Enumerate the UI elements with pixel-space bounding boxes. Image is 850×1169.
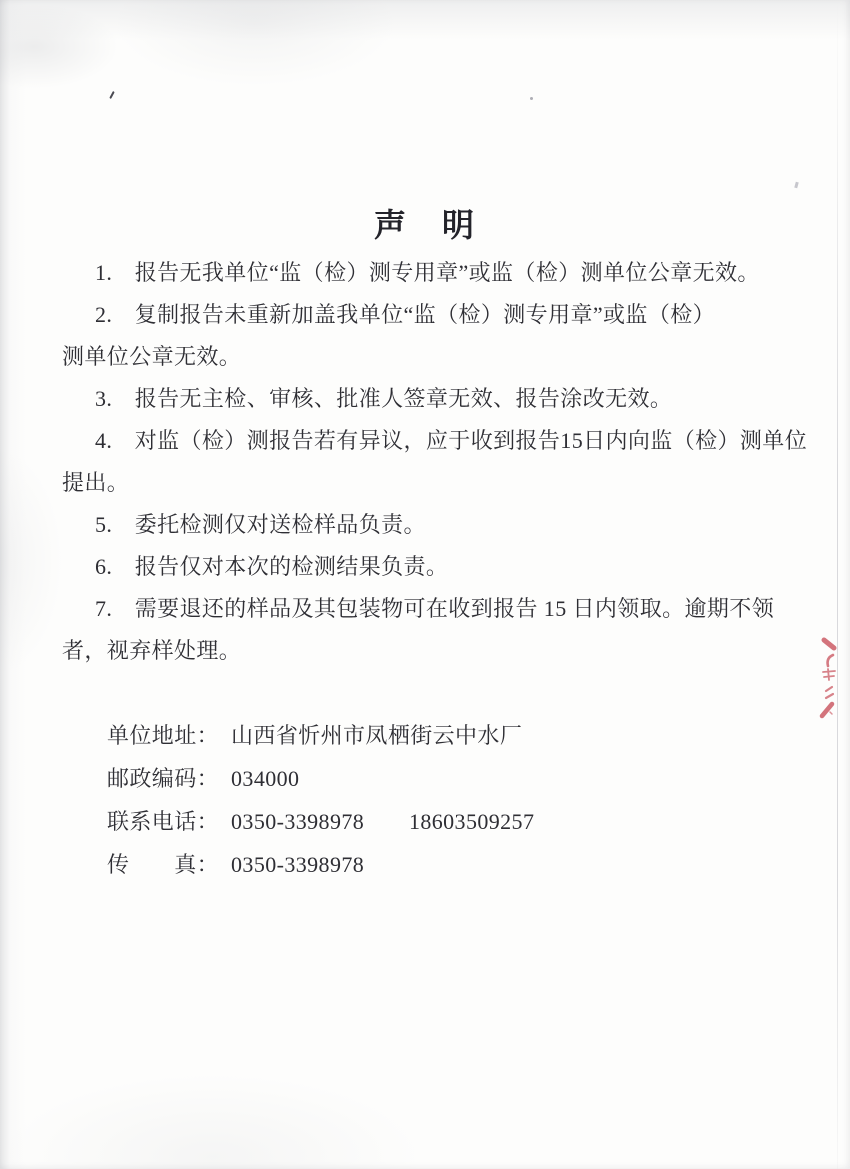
statement-line: 5. 委托检测仅对送检样品负责。: [95, 512, 426, 537]
contact-address-line: [107, 714, 747, 757]
statement-line: 3. 报告无主检、审核、批准人签章无效、报告涂改无效。: [95, 386, 673, 411]
scan-speck-dot: [530, 97, 533, 100]
scan-edge-line: [837, 0, 838, 1169]
red-stamp-fragment-icon: [814, 628, 840, 728]
contact-fax-label: 传 真：: [107, 852, 220, 877]
scan-speck-tick: [109, 91, 115, 99]
contact-postcode-value: 034000: [231, 766, 300, 791]
contact-postcode-label: 邮政编码：: [107, 766, 220, 791]
statement-line: 1. 报告无我单位“监（检）测专用章”或监（检）测单位公章无效。: [95, 260, 760, 285]
contact-phone-label: 联系电话：: [107, 809, 220, 834]
statement-line: 2. 复制报告未重新加盖我单位“监（检）测专用章”或监（检）: [95, 302, 716, 327]
contact-block: [107, 714, 747, 886]
statement-line: 7. 需要退还的样品及其包装物可在收到报告 15 日内领取。逾期不领: [95, 596, 775, 621]
statement-line: 提出。: [62, 470, 130, 495]
contact-fax-line: [107, 843, 747, 886]
contact-postcode-line: [107, 757, 747, 800]
page-title: 声 明: [373, 207, 476, 243]
contact-address-label: 单位地址：: [107, 723, 220, 748]
scan-speck-dash: [794, 182, 798, 189]
statement-body: [62, 252, 832, 672]
statement-line: 4. 对监（检）测报告若有异议，应于收到报告15日内向监（检）测单位: [95, 428, 808, 453]
contact-phone-line: [107, 800, 747, 843]
statement-line: 者，视弃样处理。: [62, 638, 242, 663]
contact-fax-value: 0350-3398978: [231, 852, 365, 877]
contact-phone-value: 0350-3398978 18603509257: [231, 809, 535, 834]
statement-line: 6. 报告仅对本次的检测结果负责。: [95, 554, 449, 579]
contact-address-value: 山西省忻州市凤栖街云中水厂: [231, 723, 523, 748]
statement-line: 测单位公章无效。: [62, 344, 242, 369]
